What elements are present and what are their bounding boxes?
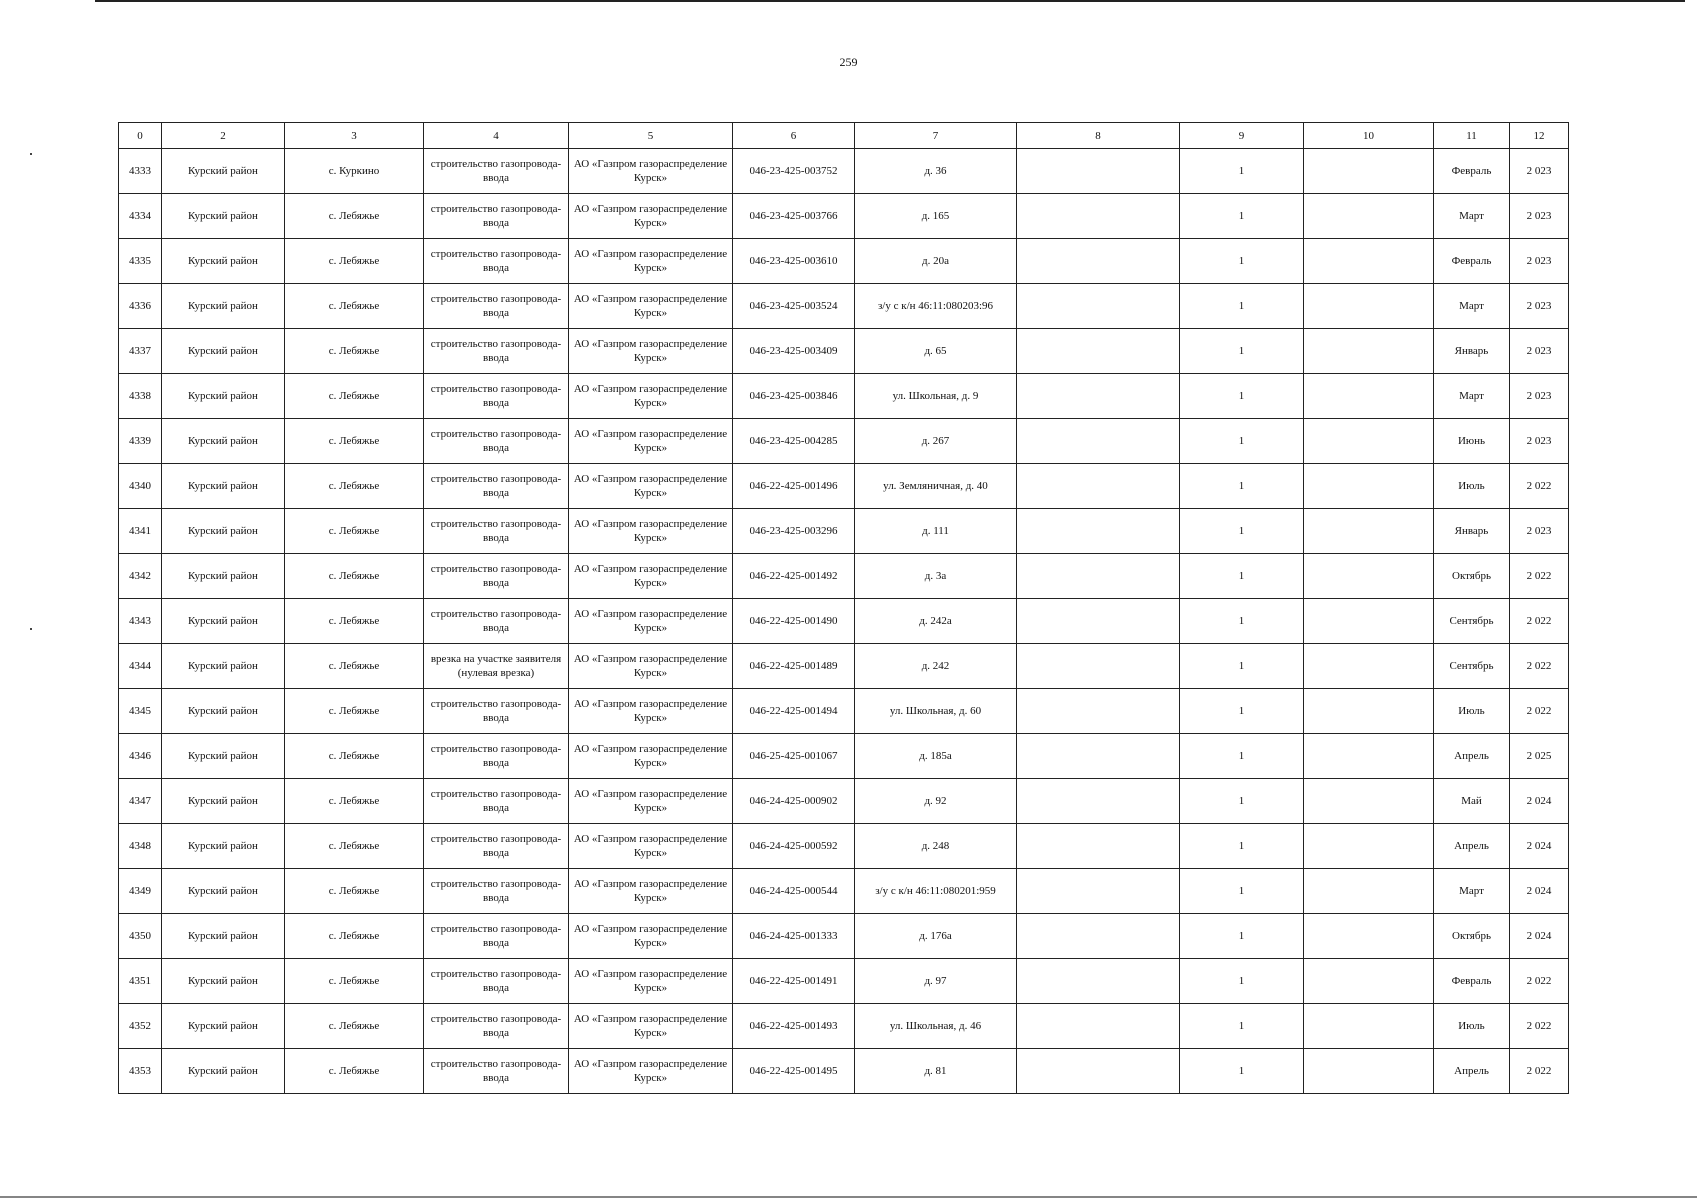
year-cell: 2 023	[1510, 419, 1569, 464]
empty-8-cell	[1017, 959, 1180, 1004]
address-cell: д. 176а	[855, 914, 1017, 959]
empty-10-cell	[1304, 374, 1434, 419]
empty-8-cell	[1017, 599, 1180, 644]
work-type-cell: врезка на участке заявителя (нулевая врезка)	[424, 644, 569, 689]
empty-8-cell	[1017, 509, 1180, 554]
table-row	[119, 329, 1569, 374]
empty-8-cell	[1017, 1004, 1180, 1049]
year-cell: 2 023	[1510, 329, 1569, 374]
work-type-cell: строительство газопровода-ввода	[424, 959, 569, 1004]
year-cell: 2 022	[1510, 554, 1569, 599]
work-type-cell: строительство газопровода-ввода	[424, 599, 569, 644]
address-cell: д. 97	[855, 959, 1017, 1004]
number-cell: 4338	[119, 374, 162, 419]
year-cell: 2 023	[1510, 509, 1569, 554]
empty-8-cell	[1017, 824, 1180, 869]
quantity-cell: 1	[1180, 869, 1304, 914]
settlement-cell: с. Лебяжье	[285, 599, 424, 644]
organization-cell: АО «Газпром газораспределение Курск»	[569, 779, 733, 824]
empty-10-cell	[1304, 329, 1434, 374]
application-number-cell: 046-22-425-001494	[733, 689, 855, 734]
empty-10-cell	[1304, 419, 1434, 464]
application-number-cell: 046-22-425-001492	[733, 554, 855, 599]
address-cell: ул. Школьная, д. 46	[855, 1004, 1017, 1049]
column-header: 6	[733, 123, 855, 149]
address-cell: д. 185а	[855, 734, 1017, 779]
application-number-cell: 046-22-425-001493	[733, 1004, 855, 1049]
work-type-cell: строительство газопровода-ввода	[424, 464, 569, 509]
empty-10-cell	[1304, 734, 1434, 779]
empty-8-cell	[1017, 869, 1180, 914]
empty-10-cell	[1304, 779, 1434, 824]
settlement-cell: с. Лебяжье	[285, 914, 424, 959]
table-row	[119, 689, 1569, 734]
quantity-cell: 1	[1180, 959, 1304, 1004]
application-number-cell: 046-23-425-003846	[733, 374, 855, 419]
settlement-cell: с. Лебяжье	[285, 869, 424, 914]
number-cell: 4349	[119, 869, 162, 914]
work-type-cell: строительство газопровода-ввода	[424, 824, 569, 869]
organization-cell: АО «Газпром газораспределение Курск»	[569, 374, 733, 419]
district-cell: Курский район	[162, 239, 285, 284]
district-cell: Курский район	[162, 824, 285, 869]
quantity-cell: 1	[1180, 329, 1304, 374]
month-cell: Июль	[1434, 689, 1510, 734]
month-cell: Январь	[1434, 329, 1510, 374]
number-cell: 4346	[119, 734, 162, 779]
empty-10-cell	[1304, 194, 1434, 239]
table-row	[119, 194, 1569, 239]
application-number-cell: 046-25-425-001067	[733, 734, 855, 779]
address-cell: д. 65	[855, 329, 1017, 374]
organization-cell: АО «Газпром газораспределение Курск»	[569, 329, 733, 374]
number-cell: 4334	[119, 194, 162, 239]
empty-10-cell	[1304, 914, 1434, 959]
table-row	[119, 959, 1569, 1004]
number-cell: 4345	[119, 689, 162, 734]
table-row	[119, 1049, 1569, 1094]
settlement-cell: с. Лебяжье	[285, 734, 424, 779]
number-cell: 4344	[119, 644, 162, 689]
number-cell: 4333	[119, 149, 162, 194]
application-number-cell: 046-23-425-003296	[733, 509, 855, 554]
year-cell: 2 023	[1510, 284, 1569, 329]
table-row	[119, 509, 1569, 554]
work-type-cell: строительство газопровода-ввода	[424, 779, 569, 824]
application-number-cell: 046-22-425-001491	[733, 959, 855, 1004]
year-cell: 2 022	[1510, 464, 1569, 509]
empty-10-cell	[1304, 959, 1434, 1004]
month-cell: Февраль	[1434, 149, 1510, 194]
month-cell: Февраль	[1434, 959, 1510, 1004]
quantity-cell: 1	[1180, 554, 1304, 599]
quantity-cell: 1	[1180, 284, 1304, 329]
month-cell: Апрель	[1434, 734, 1510, 779]
table-row	[119, 824, 1569, 869]
work-type-cell: строительство газопровода-ввода	[424, 1004, 569, 1049]
column-header: 10	[1304, 123, 1434, 149]
district-cell: Курский район	[162, 689, 285, 734]
year-cell: 2 024	[1510, 824, 1569, 869]
empty-8-cell	[1017, 644, 1180, 689]
table-row	[119, 149, 1569, 194]
address-cell: ул. Школьная, д. 9	[855, 374, 1017, 419]
address-cell: д. 267	[855, 419, 1017, 464]
column-header: 0	[119, 123, 162, 149]
quantity-cell: 1	[1180, 464, 1304, 509]
district-cell: Курский район	[162, 464, 285, 509]
application-number-cell: 046-24-425-000592	[733, 824, 855, 869]
organization-cell: АО «Газпром газораспределение Курск»	[569, 419, 733, 464]
organization-cell: АО «Газпром газораспределение Курск»	[569, 914, 733, 959]
empty-8-cell	[1017, 1049, 1180, 1094]
empty-8-cell	[1017, 284, 1180, 329]
quantity-cell: 1	[1180, 644, 1304, 689]
year-cell: 2 023	[1510, 374, 1569, 419]
number-cell: 4347	[119, 779, 162, 824]
year-cell: 2 023	[1510, 149, 1569, 194]
month-cell: Май	[1434, 779, 1510, 824]
year-cell: 2 022	[1510, 1004, 1569, 1049]
quantity-cell: 1	[1180, 824, 1304, 869]
number-cell: 4343	[119, 599, 162, 644]
organization-cell: АО «Газпром газораспределение Курск»	[569, 734, 733, 779]
month-cell: Сентябрь	[1434, 599, 1510, 644]
work-type-cell: строительство газопровода-ввода	[424, 149, 569, 194]
settlement-cell: с. Лебяжье	[285, 509, 424, 554]
district-cell: Курский район	[162, 329, 285, 374]
application-number-cell: 046-23-425-003752	[733, 149, 855, 194]
settlement-cell: с. Лебяжье	[285, 824, 424, 869]
application-number-cell: 046-23-425-003409	[733, 329, 855, 374]
quantity-cell: 1	[1180, 374, 1304, 419]
month-cell: Март	[1434, 374, 1510, 419]
number-cell: 4350	[119, 914, 162, 959]
table-row	[119, 869, 1569, 914]
application-number-cell: 046-22-425-001490	[733, 599, 855, 644]
district-cell: Курский район	[162, 959, 285, 1004]
settlement-cell: с. Лебяжье	[285, 464, 424, 509]
district-cell: Курский район	[162, 1049, 285, 1094]
empty-8-cell	[1017, 329, 1180, 374]
table-row	[119, 644, 1569, 689]
empty-10-cell	[1304, 869, 1434, 914]
organization-cell: АО «Газпром газораспределение Курск»	[569, 239, 733, 284]
organization-cell: АО «Газпром газораспределение Курск»	[569, 959, 733, 1004]
work-type-cell: строительство газопровода-ввода	[424, 554, 569, 599]
quantity-cell: 1	[1180, 1049, 1304, 1094]
table-row	[119, 419, 1569, 464]
organization-cell: АО «Газпром газораспределение Курск»	[569, 194, 733, 239]
top-rule	[95, 0, 1685, 2]
month-cell: Апрель	[1434, 1049, 1510, 1094]
district-cell: Курский район	[162, 644, 285, 689]
quantity-cell: 1	[1180, 419, 1304, 464]
organization-cell: АО «Газпром газораспределение Курск»	[569, 599, 733, 644]
empty-8-cell	[1017, 239, 1180, 284]
organization-cell: АО «Газпром газораспределение Курск»	[569, 1049, 733, 1094]
quantity-cell: 1	[1180, 239, 1304, 284]
table-body	[119, 149, 1569, 1094]
year-cell: 2 023	[1510, 239, 1569, 284]
column-header: 5	[569, 123, 733, 149]
year-cell: 2 022	[1510, 689, 1569, 734]
settlement-cell: с. Лебяжье	[285, 779, 424, 824]
number-cell: 4335	[119, 239, 162, 284]
work-type-cell: строительство газопровода-ввода	[424, 419, 569, 464]
scan-speck	[30, 628, 32, 630]
district-cell: Курский район	[162, 734, 285, 779]
empty-8-cell	[1017, 554, 1180, 599]
table-row	[119, 374, 1569, 419]
quantity-cell: 1	[1180, 1004, 1304, 1049]
settlement-cell: с. Лебяжье	[285, 1004, 424, 1049]
table-row	[119, 284, 1569, 329]
district-cell: Курский район	[162, 914, 285, 959]
number-cell: 4352	[119, 1004, 162, 1049]
quantity-cell: 1	[1180, 194, 1304, 239]
number-cell: 4336	[119, 284, 162, 329]
organization-cell: АО «Газпром газораспределение Курск»	[569, 554, 733, 599]
organization-cell: АО «Газпром газораспределение Курск»	[569, 644, 733, 689]
column-header: 8	[1017, 123, 1180, 149]
quantity-cell: 1	[1180, 599, 1304, 644]
settlement-cell: с. Лебяжье	[285, 419, 424, 464]
work-type-cell: строительство газопровода-ввода	[424, 239, 569, 284]
registry-table	[118, 122, 1569, 1094]
year-cell: 2 022	[1510, 1049, 1569, 1094]
address-cell: д. 111	[855, 509, 1017, 554]
year-cell: 2 024	[1510, 914, 1569, 959]
header-row	[119, 123, 1569, 149]
application-number-cell: 046-23-425-003610	[733, 239, 855, 284]
work-type-cell: строительство газопровода-ввода	[424, 689, 569, 734]
column-header: 4	[424, 123, 569, 149]
district-cell: Курский район	[162, 284, 285, 329]
application-number-cell: 046-23-425-003766	[733, 194, 855, 239]
month-cell: Январь	[1434, 509, 1510, 554]
month-cell: Июнь	[1434, 419, 1510, 464]
empty-8-cell	[1017, 779, 1180, 824]
bottom-rule	[0, 1196, 1697, 1198]
month-cell: Октябрь	[1434, 914, 1510, 959]
table-row	[119, 1004, 1569, 1049]
organization-cell: АО «Газпром газораспределение Курск»	[569, 869, 733, 914]
organization-cell: АО «Газпром газораспределение Курск»	[569, 464, 733, 509]
organization-cell: АО «Газпром газораспределение Курск»	[569, 284, 733, 329]
month-cell: Март	[1434, 194, 1510, 239]
empty-8-cell	[1017, 374, 1180, 419]
work-type-cell: строительство газопровода-ввода	[424, 914, 569, 959]
settlement-cell: с. Лебяжье	[285, 689, 424, 734]
column-header: 3	[285, 123, 424, 149]
address-cell: д. 3а	[855, 554, 1017, 599]
empty-10-cell	[1304, 824, 1434, 869]
address-cell: д. 248	[855, 824, 1017, 869]
empty-8-cell	[1017, 689, 1180, 734]
address-cell: д. 242а	[855, 599, 1017, 644]
work-type-cell: строительство газопровода-ввода	[424, 329, 569, 374]
settlement-cell: с. Лебяжье	[285, 194, 424, 239]
settlement-cell: с. Лебяжье	[285, 329, 424, 374]
empty-10-cell	[1304, 149, 1434, 194]
application-number-cell: 046-22-425-001489	[733, 644, 855, 689]
empty-8-cell	[1017, 419, 1180, 464]
address-cell: д. 165	[855, 194, 1017, 239]
address-cell: ул. Земляничная, д. 40	[855, 464, 1017, 509]
scan-speck	[30, 153, 32, 155]
empty-8-cell	[1017, 734, 1180, 779]
table-row	[119, 554, 1569, 599]
empty-10-cell	[1304, 1049, 1434, 1094]
year-cell: 2 022	[1510, 644, 1569, 689]
quantity-cell: 1	[1180, 509, 1304, 554]
work-type-cell: строительство газопровода-ввода	[424, 869, 569, 914]
empty-10-cell	[1304, 599, 1434, 644]
month-cell: Сентябрь	[1434, 644, 1510, 689]
organization-cell: АО «Газпром газораспределение Курск»	[569, 689, 733, 734]
month-cell: Март	[1434, 869, 1510, 914]
application-number-cell: 046-23-425-004285	[733, 419, 855, 464]
table-row	[119, 914, 1569, 959]
empty-10-cell	[1304, 689, 1434, 734]
month-cell: Март	[1434, 284, 1510, 329]
quantity-cell: 1	[1180, 689, 1304, 734]
month-cell: Апрель	[1434, 824, 1510, 869]
quantity-cell: 1	[1180, 914, 1304, 959]
table-row	[119, 734, 1569, 779]
month-cell: Февраль	[1434, 239, 1510, 284]
empty-10-cell	[1304, 509, 1434, 554]
month-cell: Июль	[1434, 464, 1510, 509]
number-cell: 4348	[119, 824, 162, 869]
address-cell: ул. Школьная, д. 60	[855, 689, 1017, 734]
application-number-cell: 046-24-425-001333	[733, 914, 855, 959]
settlement-cell: с. Лебяжье	[285, 239, 424, 284]
settlement-cell: с. Лебяжье	[285, 554, 424, 599]
number-cell: 4353	[119, 1049, 162, 1094]
quantity-cell: 1	[1180, 149, 1304, 194]
district-cell: Курский район	[162, 419, 285, 464]
year-cell: 2 025	[1510, 734, 1569, 779]
district-cell: Курский район	[162, 509, 285, 554]
organization-cell: АО «Газпром газораспределение Курск»	[569, 824, 733, 869]
work-type-cell: строительство газопровода-ввода	[424, 1049, 569, 1094]
month-cell: Июль	[1434, 1004, 1510, 1049]
empty-10-cell	[1304, 284, 1434, 329]
application-number-cell: 046-22-425-001495	[733, 1049, 855, 1094]
district-cell: Курский район	[162, 779, 285, 824]
year-cell: 2 022	[1510, 959, 1569, 1004]
number-cell: 4340	[119, 464, 162, 509]
address-cell: д. 20а	[855, 239, 1017, 284]
application-number-cell: 046-22-425-001496	[733, 464, 855, 509]
table-row	[119, 779, 1569, 824]
district-cell: Курский район	[162, 869, 285, 914]
district-cell: Курский район	[162, 149, 285, 194]
address-cell: з/у с к/н 46:11:080203:96	[855, 284, 1017, 329]
year-cell: 2 024	[1510, 869, 1569, 914]
page-number: 259	[839, 55, 858, 69]
address-cell: д. 81	[855, 1049, 1017, 1094]
settlement-cell: с. Лебяжье	[285, 1049, 424, 1094]
empty-8-cell	[1017, 194, 1180, 239]
quantity-cell: 1	[1180, 734, 1304, 779]
settlement-cell: с. Лебяжье	[285, 374, 424, 419]
column-header: 7	[855, 123, 1017, 149]
district-cell: Курский район	[162, 194, 285, 239]
column-header: 9	[1180, 123, 1304, 149]
settlement-cell: с. Лебяжье	[285, 959, 424, 1004]
district-cell: Курский район	[162, 554, 285, 599]
column-header: 12	[1510, 123, 1569, 149]
district-cell: Курский район	[162, 1004, 285, 1049]
empty-10-cell	[1304, 239, 1434, 284]
number-cell: 4339	[119, 419, 162, 464]
empty-10-cell	[1304, 554, 1434, 599]
quantity-cell: 1	[1180, 779, 1304, 824]
number-cell: 4342	[119, 554, 162, 599]
number-cell: 4341	[119, 509, 162, 554]
empty-8-cell	[1017, 149, 1180, 194]
column-header: 11	[1434, 123, 1510, 149]
application-number-cell: 046-23-425-003524	[733, 284, 855, 329]
settlement-cell: с. Лебяжье	[285, 644, 424, 689]
application-number-cell: 046-24-425-000544	[733, 869, 855, 914]
application-number-cell: 046-24-425-000902	[733, 779, 855, 824]
work-type-cell: строительство газопровода-ввода	[424, 509, 569, 554]
district-cell: Курский район	[162, 374, 285, 419]
empty-10-cell	[1304, 1004, 1434, 1049]
settlement-cell: с. Лебяжье	[285, 284, 424, 329]
empty-10-cell	[1304, 644, 1434, 689]
empty-8-cell	[1017, 464, 1180, 509]
number-cell: 4351	[119, 959, 162, 1004]
table-row	[119, 599, 1569, 644]
work-type-cell: строительство газопровода-ввода	[424, 194, 569, 239]
organization-cell: АО «Газпром газораспределение Курск»	[569, 509, 733, 554]
table-row	[119, 464, 1569, 509]
empty-8-cell	[1017, 914, 1180, 959]
year-cell: 2 023	[1510, 194, 1569, 239]
address-cell: д. 242	[855, 644, 1017, 689]
work-type-cell: строительство газопровода-ввода	[424, 374, 569, 419]
organization-cell: АО «Газпром газораспределение Курск»	[569, 1004, 733, 1049]
work-type-cell: строительство газопровода-ввода	[424, 284, 569, 329]
district-cell: Курский район	[162, 599, 285, 644]
year-cell: 2 022	[1510, 599, 1569, 644]
table-row	[119, 239, 1569, 284]
address-cell: д. 92	[855, 779, 1017, 824]
number-cell: 4337	[119, 329, 162, 374]
month-cell: Октябрь	[1434, 554, 1510, 599]
column-header: 2	[162, 123, 285, 149]
address-cell: д. 36	[855, 149, 1017, 194]
settlement-cell: с. Куркино	[285, 149, 424, 194]
work-type-cell: строительство газопровода-ввода	[424, 734, 569, 779]
empty-10-cell	[1304, 464, 1434, 509]
year-cell: 2 024	[1510, 779, 1569, 824]
address-cell: з/у с к/н 46:11:080201:959	[855, 869, 1017, 914]
organization-cell: АО «Газпром газораспределение Курск»	[569, 149, 733, 194]
